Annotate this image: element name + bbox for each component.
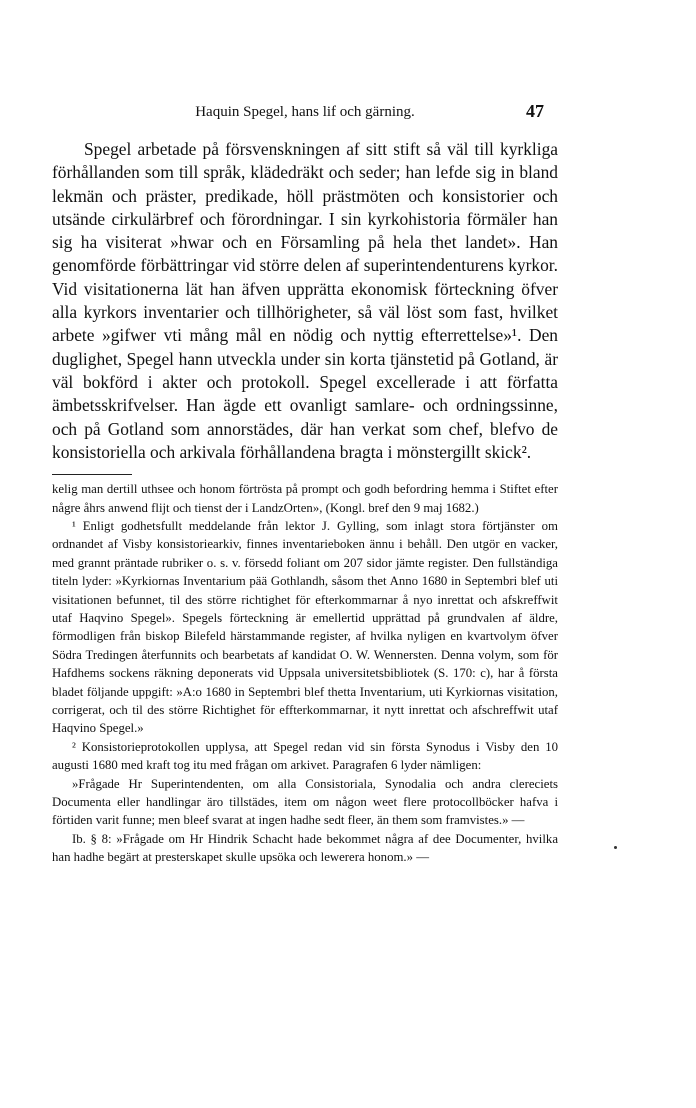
footnote-2: ² Konsistorieprotokollen upplysa, att Spegel redan vid sin första Synodus i Visby den 10 augusti 1680 med kraft tog itu med frågan om arkivet. Paragrafen 6 lyder nämligen: [52,739,558,773]
footnotes [52,480,558,867]
footnote-separator [52,474,132,475]
footnote-continuation: kelig man dertill uthsee och honom förtrösta på prompt och godh befordring hemma i Stiftet efter någre åhrs anwend flijt och tienst der i LandzOrten», (Kongl. bref den 9 maj 1682.) [52,482,558,515]
margin-speck [614,846,617,849]
body-paragraph: Spegel arbetade på försvenskningen af sitt stift så väl till kyrkliga förhållanden som till språk, klädedräkt och seder; han lefde sig in bland lekmän och präster, predikade, höll prästmöten och konsistorier och utsände cirkulärbref och förordningar. I sin kyrkohistoria förmäler han sig ha visiterat »hwar och en Församling på hela thet landet». Han genomförde förbättringar vid större delen af superintendenturens kyrkor. Vid visitationerna lät han äfven upprätta ekonomisk förteckning öfver alla kyrkors inventarier och tillhörigheter, så väl löst som fast, hvilket arbete »gifwer vti mång mål en nödig och nyttig efterrettelse»¹. Den duglighet, Spegel hann utveckla under sin korta tjänstetid på Gotland, är väl bokförd i akter och protokoll. Spegel excellerade i att författa ämbetsskrifvelser. Han ägde ett ovanligt samlare- och ordningssinne, och på Gotland som annorstädes, där han verkat som chef, blefvo de konsistoriella och arkivala förhållandena bragta i mönstergillt skick². [52,139,558,462]
book-page [52,101,558,867]
running-header [52,101,558,134]
main-text [52,138,558,464]
page-number: 47 [526,101,544,121]
footnote-quote-2: Ib. § 8: »Frågade om Hr Hindrik Schacht hade bekommet några af dee Documenter, hvilka han hadhe begärt at presterskapet skulle upsöka och lewerera honom.» — [52,831,558,865]
footnote-quote-1: »Frågade Hr Superintendenten, om alla Consistoriala, Synodalia och andra clereciets Documenta eller handlingar äro tillstädes, item om någon weet flere protocollböcker hafva i förtiden varit funne; men bleef svarat at ingen hadhe sedt fleer, än them som framvistes.» — [52,776,558,828]
running-title: Haquin Spegel, hans lif och gärning. [195,104,415,120]
footnote-1: ¹ Enligt godhetsfullt meddelande från lektor J. Gylling, som inlagt stora förtjänster om ordnandet af Visby konsistoriearkiv, finnes inventarieboken ännu i behåll. Den utgör en vacker, med grannt präntade rubriker o. s. v. försedd foliant om 207 sidor jämte register. Den fullständiga titeln lyder: »Kyrkiornas Inventarium pää Gothlandh, såsom thet Anno 1680 in Septembri blef uti visitationen befunnet, til des större richtighet för efterkommarnar å nyo inrettat och afskreffwit utaf Haqvino Spegel». Spegels förteckning är emellertid upprättad på grundvalen af äldre, förmodligen från biskop Bilefeld härstammande register, af hvilka nyligen en kvartvolym öfver Södra Tredingen återfunnits och bearbetats af kandidat O. W. Wennersten. Denna volym, som för Hafdhems sockens räkning deponerats vid Uppsala universitetsbibliotek (S. 170: c), har å första bladet följande uppgift: »A:o 1680 in Septembri blef thetta Inventarium, uti Kyrkiornas visitation, corrigerat, och til des större Richtighet för effterkommarnar, it nytt inrettat och afschreffwit utaf Haqvino Spegel.» [52,518,558,736]
